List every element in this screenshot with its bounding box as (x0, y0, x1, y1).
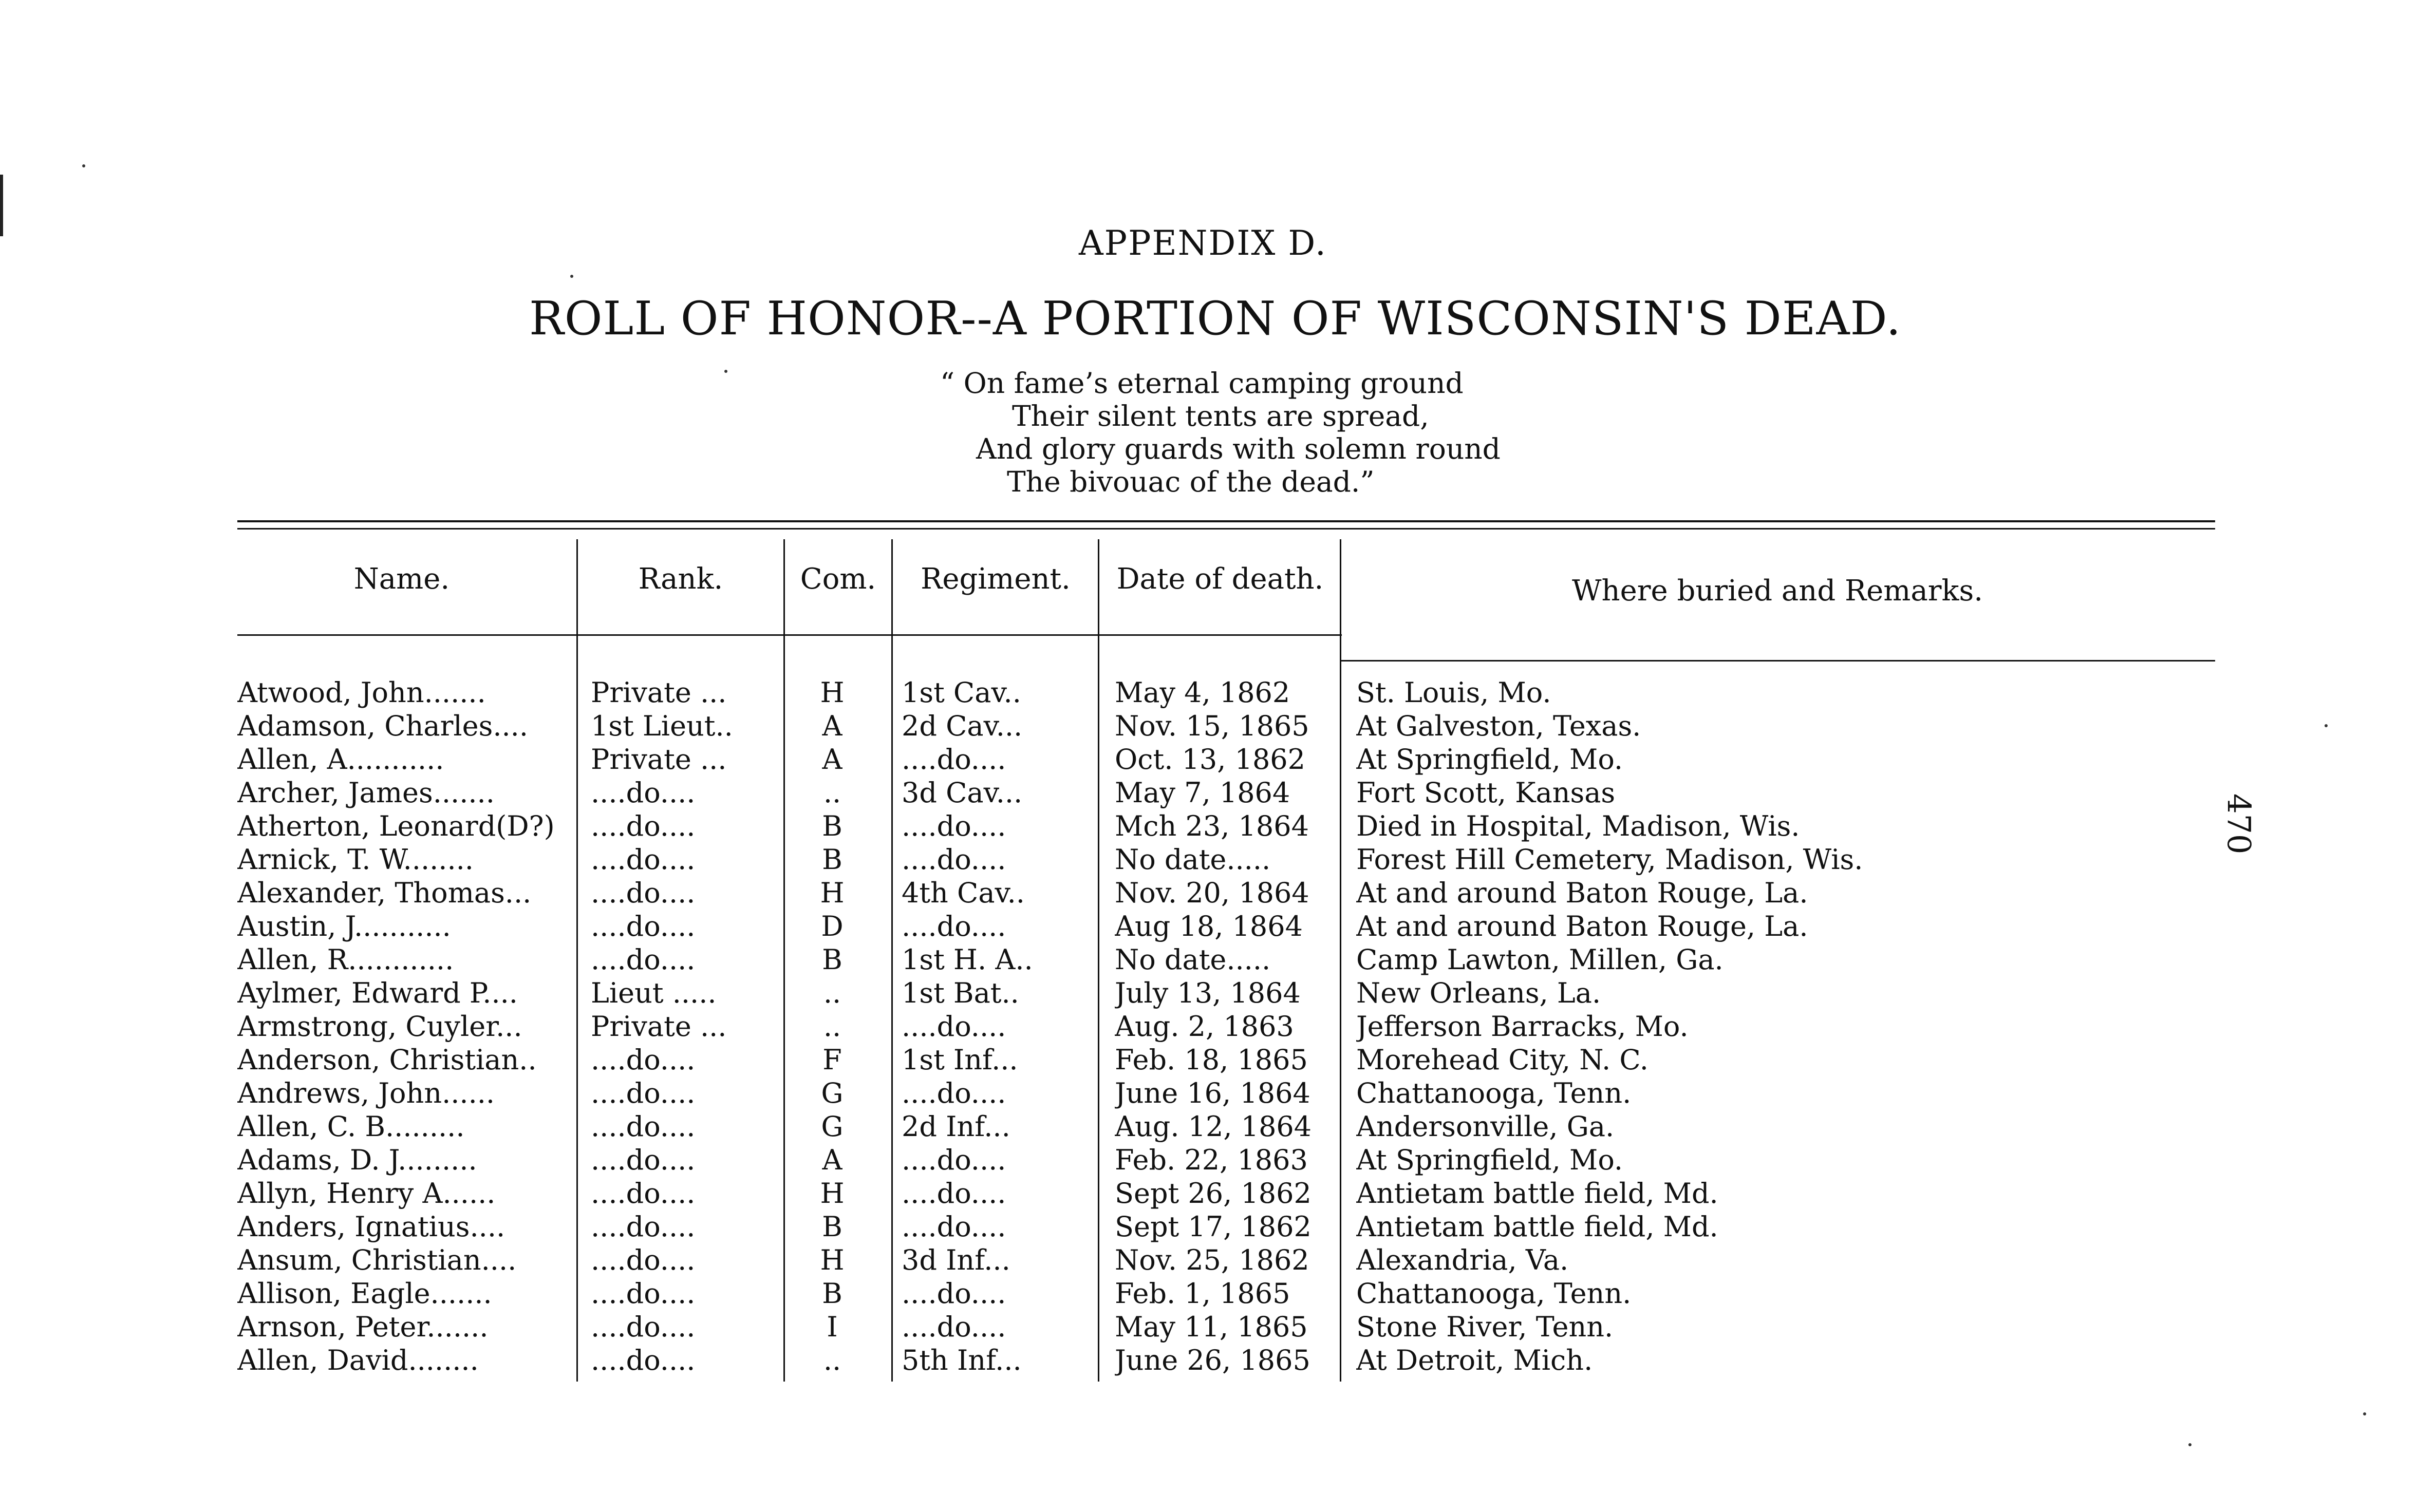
cell-rank: ....do.... (591, 1244, 696, 1276)
epigraph-line: “ On fame’s eternal camping ground (940, 367, 1464, 400)
cell-rank: ....do.... (591, 843, 696, 876)
cell-regiment: ....do.... (902, 1144, 1006, 1176)
cell-date: Aug. 2, 1863 (1115, 1010, 1294, 1043)
cell-where: Stone River, Tenn. (1356, 1311, 1614, 1343)
cell-where: Andersonville, Ga. (1356, 1110, 1615, 1143)
cell-where: At Galveston, Texas. (1356, 710, 1641, 742)
cell-name: Allen, C. B......... (237, 1110, 465, 1143)
cell-com: A (822, 1144, 842, 1176)
header-bottom-rule (237, 634, 1342, 636)
cell-date: Feb. 1, 1865 (1115, 1277, 1290, 1310)
header-rank: Rank. (638, 562, 723, 596)
cell-where: Fort Scott, Kansas (1356, 777, 1616, 809)
cell-com: B (822, 1211, 842, 1243)
print-speck (2325, 724, 2328, 727)
cell-name: Allyn, Henry A...... (237, 1177, 496, 1209)
cell-com: B (822, 843, 842, 876)
cell-rank: ....do.... (591, 943, 696, 976)
cell-date: Aug 18, 1864 (1115, 910, 1303, 942)
cell-regiment: 2d Cav... (902, 710, 1023, 742)
cell-rank: ....do.... (591, 1144, 696, 1176)
cell-date: Mch 23, 1864 (1115, 810, 1309, 842)
cell-date: June 26, 1865 (1115, 1344, 1310, 1376)
page-number: 470 (2220, 793, 2258, 855)
cell-where: Died in Hospital, Madison, Wis. (1356, 810, 1800, 842)
cell-com: .. (823, 777, 841, 809)
cell-where: At Springfield, Mo. (1356, 743, 1623, 776)
cell-com: B (822, 943, 842, 976)
cell-where: At and around Baton Rouge, La. (1356, 910, 1808, 942)
cell-name: Anders, Ignatius.... (237, 1211, 505, 1243)
header-bottom-rule-right (1341, 660, 2215, 662)
cell-name: Alexander, Thomas... (237, 877, 532, 909)
cell-rank: ....do.... (591, 910, 696, 942)
cell-com: .. (823, 977, 841, 1009)
table-row (0, 1076, 2435, 1110)
cell-date: May 4, 1862 (1115, 676, 1290, 709)
epigraph (940, 367, 1501, 498)
table-row (0, 776, 2435, 809)
cell-date: Sept 26, 1862 (1115, 1177, 1312, 1209)
cell-regiment: 1st Inf... (902, 1044, 1018, 1076)
print-speck (82, 164, 85, 167)
cell-com: H (820, 676, 845, 709)
print-speck (2363, 1412, 2366, 1415)
cell-regiment: 3d Inf... (902, 1244, 1010, 1276)
cell-name: Arnson, Peter....... (237, 1311, 489, 1343)
cell-regiment: 1st Cav.. (902, 676, 1021, 709)
epigraph-line: Their silent tents are spread, (1012, 400, 1429, 432)
table-row (0, 1143, 2435, 1177)
cell-rank: ....do.... (591, 1277, 696, 1310)
table-row (0, 876, 2435, 910)
cell-name: Andrews, John...... (237, 1077, 495, 1109)
cell-where: At Springfield, Mo. (1356, 1144, 1623, 1176)
cell-regiment: ....do.... (902, 1211, 1006, 1243)
cell-name: Ansum, Christian.... (237, 1244, 517, 1276)
cell-name: Arnick, T. W........ (237, 843, 474, 876)
cell-date: No date..... (1115, 943, 1271, 976)
table-row (0, 1177, 2435, 1210)
cell-rank: Private ... (591, 1010, 727, 1043)
cell-regiment: 2d Inf... (902, 1110, 1010, 1143)
print-speck (2188, 1443, 2192, 1446)
cell-regiment: ....do.... (902, 1077, 1006, 1109)
cell-where: At Detroit, Mich. (1356, 1344, 1593, 1376)
cell-regiment: ....do.... (902, 910, 1006, 942)
cell-com: .. (823, 1344, 841, 1376)
epigraph-line: The bivouac of the dead.” (1007, 465, 1375, 498)
cell-regiment: 4th Cav.. (902, 877, 1025, 909)
cell-name: Adamson, Charles.... (237, 710, 528, 742)
cell-com: D (821, 910, 844, 942)
cell-where: Alexandria, Va. (1356, 1244, 1569, 1276)
cell-com: B (822, 1277, 842, 1310)
table-row (0, 1310, 2435, 1344)
cell-name: Adams, D. J......... (237, 1144, 477, 1176)
cell-com: G (821, 1077, 844, 1109)
page-title: ROLL OF HONOR--A PORTION OF WISCONSIN'S DEAD. (529, 292, 1902, 346)
cell-where: Forest Hill Cemetery, Madison, Wis. (1356, 843, 1863, 876)
header-regiment: Regiment. (921, 562, 1071, 596)
header-com: Com. (800, 562, 876, 596)
cell-where: Jefferson Barracks, Mo. (1356, 1010, 1689, 1043)
cell-regiment: ....do.... (902, 1311, 1006, 1343)
header-name: Name. (353, 562, 450, 596)
table-row (0, 1010, 2435, 1043)
cell-rank: Private ... (591, 743, 727, 776)
cell-rank: ....do.... (591, 1077, 696, 1109)
table-row (0, 943, 2435, 976)
cell-rank: ....do.... (591, 1211, 696, 1243)
cell-rank: ....do.... (591, 810, 696, 842)
cell-regiment: ....do.... (902, 843, 1006, 876)
table-row (0, 809, 2435, 843)
table-row (0, 743, 2435, 776)
cell-date: June 16, 1864 (1115, 1077, 1310, 1109)
cell-date: Aug. 12, 1864 (1115, 1110, 1312, 1143)
table-row (0, 709, 2435, 743)
epigraph-line: And glory guards with solemn round (976, 432, 1501, 465)
cell-date: May 11, 1865 (1115, 1311, 1308, 1343)
cell-where: Chattanooga, Tenn. (1356, 1277, 1632, 1310)
cell-rank: Private ... (591, 676, 727, 709)
cell-where: Antietam battle field, Md. (1356, 1211, 1718, 1243)
cell-name: Atwood, John....... (237, 676, 486, 709)
table-row (0, 1277, 2435, 1310)
cell-date: Feb. 18, 1865 (1115, 1044, 1308, 1076)
print-speck (724, 370, 727, 373)
cell-name: Anderson, Christian.. (237, 1044, 537, 1076)
cell-rank: ....do.... (591, 1311, 696, 1343)
cell-where: New Orleans, La. (1356, 977, 1601, 1009)
cell-name: Archer, James....... (237, 777, 495, 809)
cell-name: Allen, A........... (237, 743, 444, 776)
cell-name: Allen, R............ (237, 943, 454, 976)
cell-rank: 1st Lieut.. (591, 710, 733, 742)
cell-com: H (820, 1177, 845, 1209)
header-date: Date of death. (1116, 562, 1324, 596)
table-row (0, 1110, 2435, 1143)
cell-date: Feb. 22, 1863 (1115, 1144, 1308, 1176)
cell-rank: Lieut ..... (591, 977, 717, 1009)
cell-com: H (820, 877, 845, 909)
cell-date: Nov. 15, 1865 (1115, 710, 1309, 742)
cell-com: B (822, 810, 842, 842)
cell-com: H (820, 1244, 845, 1276)
table-row (0, 910, 2435, 943)
table-row (0, 676, 2435, 709)
cell-date: Sept 17, 1862 (1115, 1211, 1312, 1243)
table-row (0, 1043, 2435, 1076)
cell-com: A (822, 743, 842, 776)
table-row (0, 1210, 2435, 1243)
cell-rank: ....do.... (591, 1177, 696, 1209)
cell-regiment: 1st Bat.. (902, 977, 1019, 1009)
cell-where: At and around Baton Rouge, La. (1356, 877, 1808, 909)
cell-name: Armstrong, Cuyler... (237, 1010, 522, 1043)
cell-name: Allison, Eagle....... (237, 1277, 492, 1310)
cell-where: Morehead City, N. C. (1356, 1044, 1649, 1076)
cell-regiment: 1st H. A.. (902, 943, 1033, 976)
cell-regiment: ....do.... (902, 743, 1006, 776)
table-row (0, 1344, 2435, 1377)
cell-date: Nov. 20, 1864 (1115, 877, 1309, 909)
cell-com: I (827, 1311, 838, 1343)
cell-rank: ....do.... (591, 1110, 696, 1143)
appendix-heading: APPENDIX D. (1079, 223, 1327, 263)
cell-regiment: 5th Inf... (902, 1344, 1022, 1376)
cell-name: Austin, J........... (237, 910, 451, 942)
cell-date: Nov. 25, 1862 (1115, 1244, 1309, 1276)
cell-regiment: ....do.... (902, 1010, 1006, 1043)
cell-where: St. Louis, Mo. (1356, 676, 1551, 709)
cell-name: Allen, David........ (237, 1344, 479, 1376)
cell-regiment: 3d Cav... (902, 777, 1023, 809)
cell-name: Atherton, Leonard(D?) (237, 810, 555, 842)
cell-com: F (822, 1044, 842, 1076)
cell-com: .. (823, 1010, 841, 1043)
cell-name: Aylmer, Edward P.... (237, 977, 518, 1009)
page-edge-mark (0, 175, 3, 236)
cell-date: No date..... (1115, 843, 1271, 876)
cell-date: July 13, 1864 (1115, 977, 1301, 1009)
cell-where: Antietam battle field, Md. (1356, 1177, 1718, 1209)
cell-where: Camp Lawton, Millen, Ga. (1356, 943, 1724, 976)
header-where: Where buried and Remarks. (1572, 574, 1983, 608)
cell-where: Chattanooga, Tenn. (1356, 1077, 1632, 1109)
cell-regiment: ....do.... (902, 810, 1006, 842)
table-top-rule-inner (237, 528, 2215, 530)
print-speck (570, 275, 573, 278)
cell-rank: ....do.... (591, 777, 696, 809)
cell-rank: ....do.... (591, 1344, 696, 1376)
table-row (0, 1243, 2435, 1277)
cell-regiment: ....do.... (902, 1177, 1006, 1209)
cell-date: May 7, 1864 (1115, 777, 1290, 809)
cell-rank: ....do.... (591, 877, 696, 909)
cell-date: Oct. 13, 1862 (1115, 743, 1306, 776)
cell-com: A (822, 710, 842, 742)
table-row (0, 843, 2435, 876)
cell-regiment: ....do.... (902, 1277, 1006, 1310)
table-row (0, 976, 2435, 1010)
cell-rank: ....do.... (591, 1044, 696, 1076)
table-top-rule (237, 520, 2215, 522)
cell-com: G (821, 1110, 844, 1143)
